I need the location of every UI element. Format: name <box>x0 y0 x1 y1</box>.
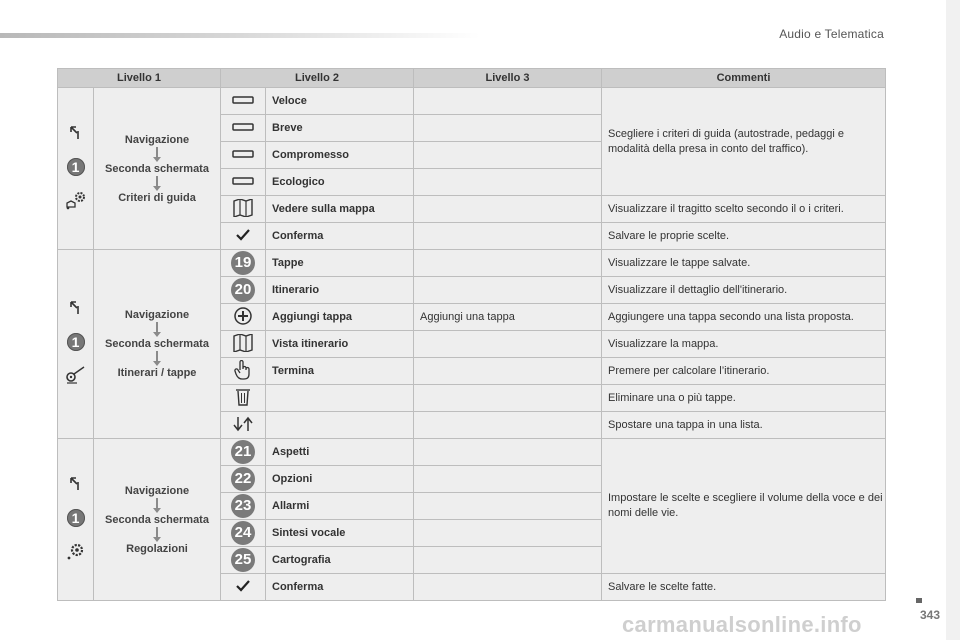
level2-option-label <box>266 385 414 412</box>
level2-option-label: Aggiungi tappa <box>266 304 414 331</box>
level3-cell <box>414 385 602 412</box>
down-arrow-icon <box>153 176 161 191</box>
level2-option-label <box>266 412 414 439</box>
watermark: carmanualsonline.info <box>622 612 862 637</box>
level2-icon-cell <box>221 250 266 277</box>
map-icon <box>233 343 253 355</box>
level2-icon-cell <box>221 223 266 250</box>
level2-option-label: Conferma <box>266 223 414 250</box>
map-icon <box>233 208 253 220</box>
comment-cell: Impostare le scelte e scegliere il volume della voce e dei nomi delle vie. <box>602 439 886 574</box>
column-header: Livello 3 <box>414 69 602 88</box>
level2-step: Navigazione <box>124 309 190 321</box>
level3-cell <box>414 88 602 115</box>
step-number-badge: 25 <box>231 548 255 572</box>
level3-cell <box>414 412 602 439</box>
level2-icon-cell <box>221 88 266 115</box>
step-number-badge: 19 <box>231 251 255 275</box>
level2-option-label: Itinerario <box>266 277 414 304</box>
level3-cell <box>414 466 602 493</box>
level2-icon-cell <box>221 196 266 223</box>
level2-icon-cell <box>221 520 266 547</box>
level2-option-label: Conferma <box>266 574 414 601</box>
level3-cell <box>414 196 602 223</box>
settings-icon <box>65 365 87 388</box>
step-number-badge: 20 <box>231 278 255 302</box>
level2-icon-cell <box>221 412 266 439</box>
comment-cell: Spostare una tappa in una lista. <box>602 412 886 439</box>
step-number-badge: 22 <box>231 467 255 491</box>
level3-cell <box>414 358 602 385</box>
bar-icon <box>232 177 254 189</box>
menu-table <box>57 68 886 601</box>
level3-cell <box>414 142 602 169</box>
level2-cell <box>94 250 221 439</box>
table-row <box>58 88 886 115</box>
level3-cell <box>414 250 602 277</box>
comment-cell: Premere per calcolare l’itinerario. <box>602 358 886 385</box>
comment-cell: Salvare le scelte fatte. <box>602 574 886 601</box>
move-arrows-icon <box>232 424 254 436</box>
level2-option-label: Termina <box>266 358 414 385</box>
step-number-badge: 23 <box>231 494 255 518</box>
level3-cell <box>414 493 602 520</box>
column-header: Livello 1 <box>58 69 221 88</box>
add-circle-icon <box>234 316 252 328</box>
side-strip <box>946 0 960 640</box>
level1-cell <box>58 439 94 601</box>
level2-icon-cell <box>221 358 266 385</box>
level2-step: Seconda schermata <box>105 338 209 350</box>
down-arrow-icon <box>153 147 161 162</box>
settings-icon <box>65 541 87 564</box>
level2-option-label: Compromesso <box>266 142 414 169</box>
level2-icon-cell <box>221 304 266 331</box>
column-header: Commenti <box>602 69 886 88</box>
level1-cell <box>58 88 94 250</box>
level3-cell <box>414 169 602 196</box>
level2-icon-cell <box>221 331 266 358</box>
level2-option-label: Vista itinerario <box>266 331 414 358</box>
level2-option-label: Vedere sulla mappa <box>266 196 414 223</box>
bar-icon <box>232 123 254 135</box>
level3-cell: Aggiungi una tappa <box>414 304 602 331</box>
bar-icon <box>232 96 254 108</box>
column-header: Livello 2 <box>221 69 414 88</box>
level2-option-label: Breve <box>266 115 414 142</box>
comment-cell: Scegliere i criteri di guida (autostrade, pedaggi e modalità della presa in conto del traffico). <box>602 88 886 196</box>
comment-cell: Visualizzare le tappe salvate. <box>602 250 886 277</box>
comment-cell: Eliminare una o più tappe. <box>602 385 886 412</box>
level1-cell <box>58 250 94 439</box>
down-arrow-icon <box>153 498 161 513</box>
level2-option-label: Allarmi <box>266 493 414 520</box>
level3-cell <box>414 115 602 142</box>
page-number: 343 <box>919 608 940 622</box>
level2-icon-cell <box>221 277 266 304</box>
step-number-badge: 21 <box>231 440 255 464</box>
level1-badge: 1 <box>67 158 85 176</box>
level2-option-label: Veloce <box>266 88 414 115</box>
level2-icon-cell <box>221 142 266 169</box>
comment-cell: Aggiungere una tappa secondo una lista proposta. <box>602 304 886 331</box>
level2-step: Seconda schermata <box>105 513 209 526</box>
level2-icon-cell <box>221 115 266 142</box>
trash-icon <box>236 397 250 409</box>
level2-cell <box>94 88 221 250</box>
comment-cell: Salvare le proprie scelte. <box>602 223 886 250</box>
down-arrow-icon <box>153 527 161 542</box>
down-arrow-icon <box>153 351 161 366</box>
level2-option-label: Tappe <box>266 250 414 277</box>
level2-icon-cell <box>221 169 266 196</box>
navigation-icon <box>68 125 84 144</box>
down-arrow-icon <box>153 322 161 337</box>
level3-cell <box>414 547 602 574</box>
level3-cell <box>414 223 602 250</box>
level3-cell <box>414 277 602 304</box>
table-row <box>58 250 886 277</box>
table-row <box>58 439 886 466</box>
level3-cell <box>414 331 602 358</box>
level2-step: Navigazione <box>124 484 190 497</box>
level1-badge: 1 <box>67 333 85 351</box>
level3-cell <box>414 574 602 601</box>
comment-cell: Visualizzare il tragitto scelto secondo il o i criteri. <box>602 196 886 223</box>
level2-cell <box>94 439 221 601</box>
comment-cell: Visualizzare il dettaglio dell'itinerario. <box>602 277 886 304</box>
level2-step: Regolazioni <box>126 542 188 555</box>
level2-option-label: Ecologico <box>266 169 414 196</box>
level2-icon-cell <box>221 439 266 466</box>
level2-option-label: Aspetti <box>266 439 414 466</box>
level3-cell <box>414 520 602 547</box>
level2-option-label: Opzioni <box>266 466 414 493</box>
header-bar <box>0 33 480 38</box>
settings-icon <box>65 190 87 213</box>
level2-option-label: Sintesi vocale <box>266 520 414 547</box>
level2-option-label: Cartografia <box>266 547 414 574</box>
navigation-icon <box>68 300 84 319</box>
level3-cell <box>414 439 602 466</box>
comment-cell: Visualizzare la mappa. <box>602 331 886 358</box>
level2-step: Navigazione <box>124 133 190 146</box>
level1-badge: 1 <box>67 509 85 527</box>
level2-icon-cell <box>221 493 266 520</box>
section-title: Audio e Telematica <box>779 27 884 41</box>
level2-step: Criteri di guida <box>118 191 196 204</box>
level2-icon-cell <box>221 547 266 574</box>
navigation-icon <box>68 476 84 495</box>
level2-step: Seconda schermata <box>105 162 209 175</box>
step-number-badge: 24 <box>231 521 255 545</box>
checkmark-icon <box>236 583 250 595</box>
level2-icon-cell <box>221 574 266 601</box>
bar-icon <box>232 150 254 162</box>
level2-icon-cell <box>221 385 266 412</box>
level2-icon-cell <box>221 466 266 493</box>
hand-icon <box>234 371 252 383</box>
checkmark-icon <box>236 232 250 244</box>
level2-step: Itinerari / tappe <box>117 367 197 379</box>
